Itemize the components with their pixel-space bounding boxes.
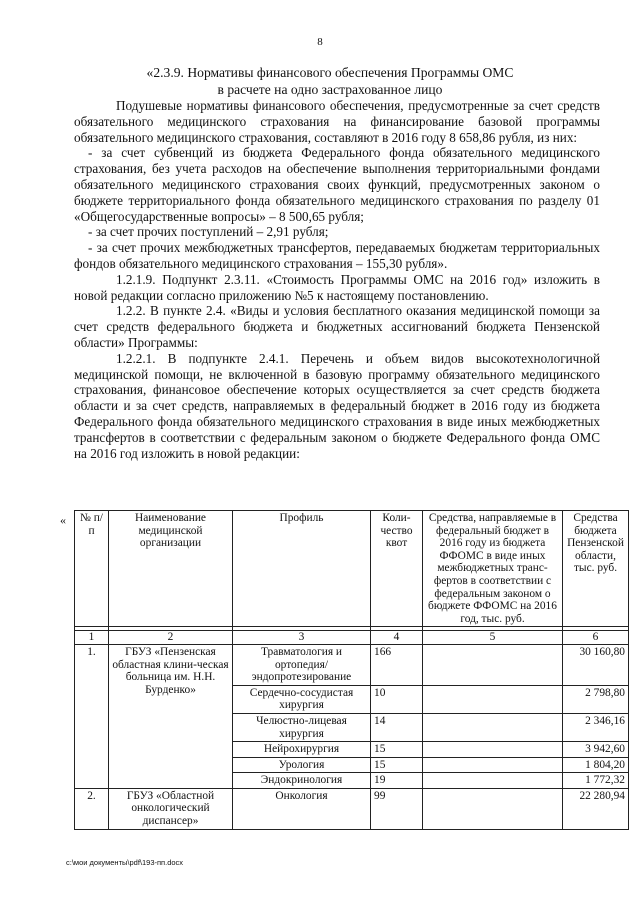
row-profile: Сердечно-сосудистая хирургия (233, 685, 371, 713)
table-quote-mark: « (60, 513, 66, 527)
hmp-quota-table (74, 510, 629, 830)
row-number: 2. (75, 788, 109, 829)
header-organization: Наименование медицинской организации (109, 511, 233, 627)
document-body (74, 98, 600, 461)
row-number: 1. (75, 644, 109, 788)
row-quota: 15 (371, 742, 423, 758)
paragraph-other-income: - за счет прочих поступлений – 2,91 рубля; (88, 224, 329, 240)
row-quota: 19 (371, 773, 423, 789)
row-regional: 2 346,16 (563, 713, 629, 741)
row-profile: Челюстно-лицевая хирургия (233, 713, 371, 741)
row-federal (423, 713, 563, 741)
page-number: 8 (317, 36, 323, 48)
table-row (75, 788, 629, 829)
paragraph-1-2-1-9: 1.2.1.9. Подпункт 2.3.11. «Стоимость Программы ОМС на 2016 год» изложить в новой редакции согласно приложению №5 к настоящему постановлению. (74, 271, 600, 303)
row-regional: 1 804,20 (563, 757, 629, 773)
row-federal (423, 644, 563, 685)
header-federal-funds: Средства, направляемые в федеральный бюджет в 2016 году из бюджета ФФОМС в виде иных межбюджетных транс-фертов в соответствии с федеральным законом о бюджете ФФОМС на 2016 год, тыс. руб. (423, 511, 563, 627)
row-organization: ГБУЗ «Областной онкологический диспансер» (109, 788, 233, 829)
paragraph-normatives: Подушевые нормативы финансового обеспечения, предусмотренные за счет средств обязательного медицинского страхования на финансирование базовой программы обязательного медицинского страхования, составляют в 2016 году 8 658,86 рубля, из них: (74, 98, 600, 145)
row-federal (423, 773, 563, 789)
header-profile: Профиль (233, 511, 371, 627)
header-number: № п/п (75, 511, 109, 627)
header-quota: Коли-чество квот (371, 511, 423, 627)
section-title-line-1: «2.3.9. Нормативы финансового обеспечения Программы ОМС (146, 65, 514, 80)
table-header-row (75, 511, 629, 627)
file-path-footer: c:\мои документы\pdf\193-пп.docx (66, 858, 184, 867)
row-federal (423, 742, 563, 758)
row-profile: Урология (233, 757, 371, 773)
row-regional: 30 160,80 (563, 644, 629, 685)
column-number: 3 (233, 631, 371, 645)
column-number: 6 (563, 631, 629, 645)
paragraph-subventions: - за счет субвенций из бюджета Федерального фонда обязательного медицинского страхования, без учета расходов на обеспечение выполнения территориальными фондами обязательного медицинского страхования своих функций, предусмотренных законом о бюджете территориального фонда обязательного медицинского страхования по разделу 01 «Общегосударственные вопросы» – 8 500,65 рубля; (74, 145, 600, 224)
row-quota: 166 (371, 644, 423, 685)
row-profile: Нейрохирургия (233, 742, 371, 758)
row-profile: Травматология и ортопедия/ эндопротезирование (233, 644, 371, 685)
row-quota: 14 (371, 713, 423, 741)
paragraph-transfers: - за счет прочих межбюджетных трансфертов, передаваемых бюджетам территориальных фондов обязательного медицинского страхования – 155,30 рубля». (74, 240, 600, 271)
row-profile: Онкология (233, 788, 371, 829)
row-regional: 2 798,80 (563, 685, 629, 713)
header-regional-funds: Средства бюджета Пензенской области, тыс. руб. (563, 511, 629, 627)
row-quota: 15 (371, 757, 423, 773)
column-number: 1 (75, 631, 109, 645)
row-federal (423, 685, 563, 713)
row-federal (423, 757, 563, 773)
table-row (75, 644, 629, 685)
paragraph-1-2-2-1: 1.2.2.1. В подпункте 2.4.1. Перечень и объем видов высокотехнологичной медицинской помощи, не включенной в базовую программу обязательного медицинского страхования, финансовое обеспечение которых осуществляется за счет средств бюджета области и за счет средств, направляемых в федеральный бюджет в 2016 году из бюджета Федерального фонда обязательного медицинского страхования в виде иных межбюджетных трансфертов в соответствии с федеральным законом о бюджете Федерального фонда ОМС на 2016 год изложить в новой редакции: (74, 350, 600, 461)
column-number: 4 (371, 631, 423, 645)
section-title-line-2: в расчете на одно застрахованное лицо (217, 82, 443, 97)
column-number: 5 (423, 631, 563, 645)
row-federal (423, 788, 563, 829)
row-organization: ГБУЗ «Пензенская областная клини-ческая больница им. Н.Н. Бурденко» (109, 644, 233, 788)
row-regional: 22 280,94 (563, 788, 629, 829)
column-number: 2 (109, 631, 233, 645)
paragraph-1-2-2: 1.2.2. В пункте 2.4. «Виды и условия бесплатного оказания медицинской помощи за счет средств федерального бюджета и бюджетных ассигнований бюджета Пензенской области» Программы: (74, 303, 600, 350)
column-number-row (75, 631, 629, 645)
row-profile: Эндокринология (233, 773, 371, 789)
section-title (60, 64, 600, 98)
row-quota: 10 (371, 685, 423, 713)
row-quota: 99 (371, 788, 423, 829)
row-regional: 1 772,32 (563, 773, 629, 789)
row-regional: 3 942,60 (563, 742, 629, 758)
